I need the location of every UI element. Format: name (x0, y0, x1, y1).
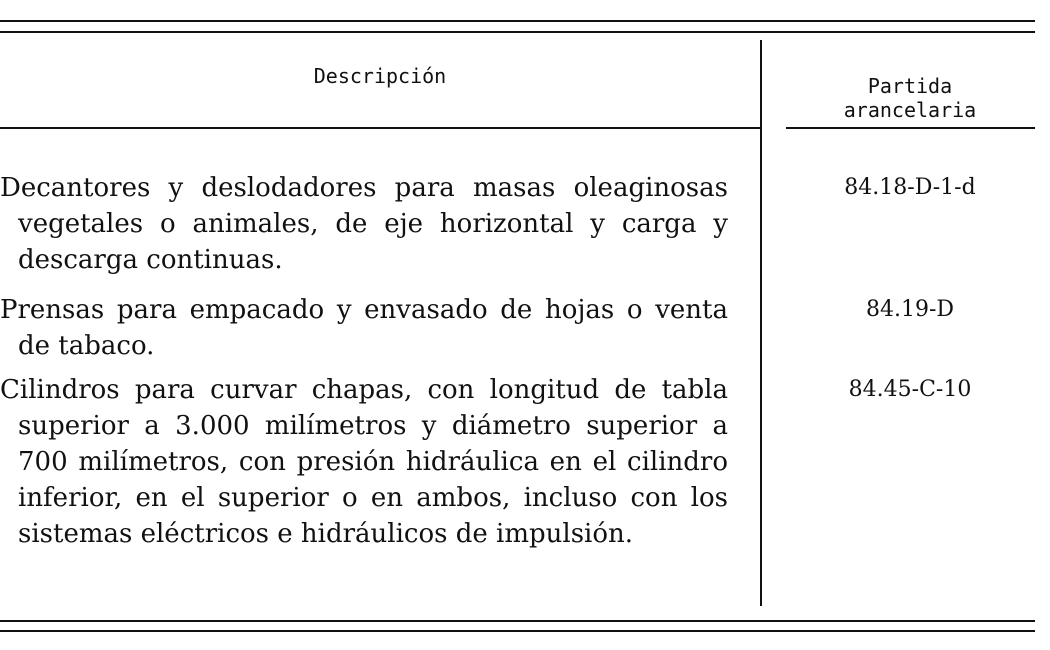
row-3-tariff-code: 84.45-C-10 (848, 377, 972, 402)
tariff-column-header-line2: arancelaria (843, 98, 977, 122)
row-3-description: Cilindros para curvar chapas, con longitud de tabla superior a 3.000 milímetros y diámetro superior a 700 milímetros, con presión hidráulica en el cilindro inferior, en el superior o en ambos, incluso con los sistemas eléctricos e hidráulicos de impulsión. (0, 375, 728, 549)
description-column-header: Descripción (313, 64, 447, 88)
top-rule-inner (0, 31, 1035, 33)
bottom-rule-lower (0, 630, 1035, 632)
row-1-tariff-code: 84.18-D-1-d (844, 175, 976, 200)
row-2-description: Prensas para empacado y envasado de hojas o venta de tabaco. (0, 295, 728, 361)
tariff-column-header-line1: Partida (867, 74, 953, 98)
header-rule-left (0, 127, 760, 129)
top-rule-outer (0, 20, 1035, 22)
header-rule-right (786, 127, 1035, 129)
row-1-description: Decantores y deslodadores para masas oleaginosas vegetales o animales, de eje horizontal y carga y descarga continuas. (0, 173, 728, 275)
bottom-rule-upper (0, 620, 1035, 622)
column-divider (760, 40, 762, 606)
row-2-tariff-code: 84.19-D (865, 297, 955, 322)
